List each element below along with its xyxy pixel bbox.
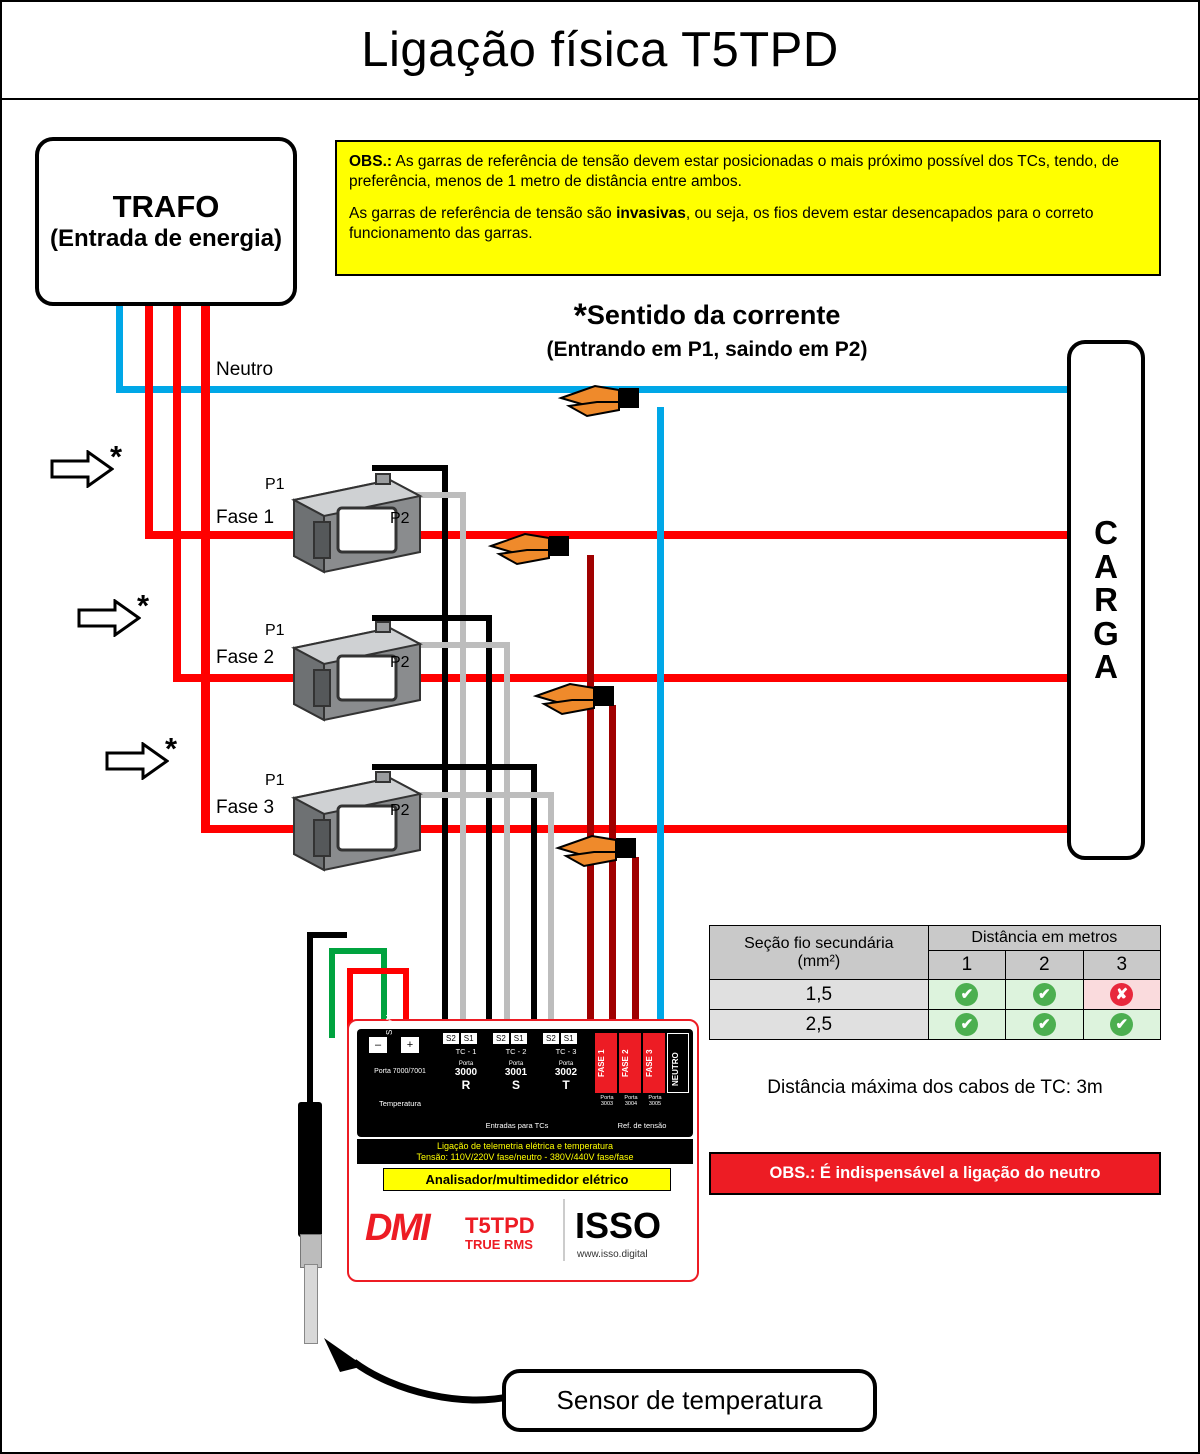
device-description-line1: Ligação de telemetria elétrica e temperatura bbox=[436, 1141, 614, 1151]
obs-label: OBS.: bbox=[349, 153, 393, 170]
cable-section-table bbox=[709, 925, 1161, 1040]
device-model: T5TPD bbox=[465, 1213, 535, 1238]
obs-note-p2 bbox=[349, 204, 1147, 245]
vp2-num: 3004 bbox=[624, 1101, 638, 1107]
ct2-p2-label: P2 bbox=[390, 654, 410, 671]
isso-logo: ISSO bbox=[575, 1205, 662, 1246]
temp-cable-green bbox=[329, 948, 335, 1038]
tc2-name: TC - 2 bbox=[505, 1047, 527, 1056]
device-description-bar bbox=[357, 1139, 693, 1164]
carga-letter-2: R bbox=[1094, 581, 1118, 619]
tc3-name: TC - 3 bbox=[555, 1047, 577, 1056]
voltage-port-fase3-label: FASE 3 bbox=[645, 1049, 654, 1077]
table-cell-1-1 bbox=[928, 980, 1005, 1010]
voltage-clamp-neutral bbox=[557, 372, 667, 420]
temp-port-caption: Temperatura bbox=[378, 1099, 422, 1108]
table-dist-2: 2 bbox=[1006, 951, 1083, 980]
direction-arrow-phase1 bbox=[50, 450, 114, 488]
temp-cable-red-top bbox=[347, 968, 409, 974]
current-direction-line1 bbox=[472, 297, 942, 336]
isso-url: www.isso.digital bbox=[577, 1249, 648, 1260]
device-branding bbox=[359, 1197, 691, 1269]
neutral-wire-vertical bbox=[116, 306, 123, 390]
obs-note-p1 bbox=[349, 152, 1147, 193]
voltage-port-fase2 bbox=[619, 1033, 641, 1093]
vp2-porta: Porta bbox=[624, 1095, 638, 1101]
check-icon: ✔ bbox=[1033, 983, 1056, 1006]
temp-sensor-collar bbox=[300, 1234, 322, 1268]
temp-cable-green-top bbox=[329, 948, 385, 954]
check-icon: ✔ bbox=[1110, 1013, 1133, 1036]
page-title: Ligação física T5TPD bbox=[361, 23, 839, 77]
carga-letter-3: G bbox=[1093, 614, 1119, 652]
ct3-black-cable bbox=[531, 764, 537, 1027]
neutral-warning-banner: OBS.: É indispensável a ligação do neutro bbox=[709, 1152, 1161, 1195]
device-tc-port-3 bbox=[543, 1033, 589, 1092]
tc3-s2: S2 bbox=[543, 1033, 559, 1044]
tc3-s1: S1 bbox=[561, 1033, 577, 1044]
tc2-num: 3001 bbox=[504, 1067, 528, 1078]
device-model-sub: TRUE RMS bbox=[465, 1237, 533, 1252]
phase1-ref-lead bbox=[587, 555, 594, 1027]
table-header-section bbox=[710, 926, 929, 980]
ct1-p2-label: P2 bbox=[390, 510, 410, 527]
voltage-ports-numbers bbox=[595, 1095, 689, 1107]
device-tc-port-1 bbox=[443, 1033, 489, 1092]
cross-icon: ✘ bbox=[1110, 983, 1133, 1006]
device-voltage-caption: Ref. de tensão bbox=[617, 1121, 667, 1130]
table-row bbox=[710, 1010, 1161, 1040]
voltage-port-fase1-label: FASE 1 bbox=[597, 1049, 606, 1077]
obs-note-p2-b: , ou seja, os fios devem estar desencapados para o correto funcionamento das garras. bbox=[349, 204, 1094, 243]
tc1-s2: S2 bbox=[443, 1033, 459, 1044]
temp-cable-sheath bbox=[298, 1102, 322, 1237]
temp-port-minus: – bbox=[369, 1037, 387, 1053]
page-title-bar bbox=[2, 2, 1198, 100]
table-row bbox=[710, 980, 1161, 1010]
device-category-bar: Analisador/multimedidor elétrico bbox=[383, 1168, 671, 1191]
direction-star-phase2: * bbox=[137, 588, 150, 623]
device-tc-port-2 bbox=[493, 1033, 539, 1092]
trafo-subtitle: (Entrada de energia) bbox=[49, 224, 283, 252]
device-description-line2: Tensão: 110V/220V fase/neutro - 380V/440V fase/fase bbox=[416, 1152, 634, 1163]
tc3-num: 3002 bbox=[554, 1067, 578, 1078]
check-icon: ✔ bbox=[1033, 1013, 1056, 1036]
current-transformer-2 bbox=[280, 618, 430, 728]
tc1-porta: Porta bbox=[458, 1061, 474, 1067]
table-cell-1-2 bbox=[1006, 980, 1083, 1010]
device-tc-caption: Entradas para TCs bbox=[485, 1121, 549, 1130]
check-icon: ✔ bbox=[955, 983, 978, 1006]
brand-divider bbox=[563, 1199, 565, 1261]
voltage-port-3-num bbox=[643, 1095, 667, 1107]
voltage-port-4-num bbox=[667, 1095, 689, 1107]
direction-star-phase3: * bbox=[165, 731, 178, 766]
voltage-port-1-num bbox=[595, 1095, 619, 1107]
ct3-p2-label: P2 bbox=[390, 802, 410, 819]
vp3-num: 3005 bbox=[648, 1101, 662, 1107]
tc1-phase: R bbox=[461, 1078, 471, 1092]
direction-arrow-phase2 bbox=[77, 599, 141, 637]
current-direction-star: * bbox=[573, 297, 587, 335]
temp-port-signal-label: SINAL bbox=[385, 1011, 394, 1035]
label-fase3: Fase 3 bbox=[216, 797, 275, 818]
temp-cable-black-top bbox=[307, 932, 347, 938]
voltage-port-2-num bbox=[619, 1095, 643, 1107]
obs-note bbox=[335, 140, 1161, 276]
table-cell-2-1 bbox=[928, 1010, 1005, 1040]
current-direction-line2: (Entrando em P1, saindo em P2) bbox=[546, 338, 868, 361]
trafo-box bbox=[35, 137, 297, 306]
table-header-row bbox=[710, 926, 1161, 951]
tc1-name: TC - 1 bbox=[455, 1047, 477, 1056]
voltage-clamp-phase3 bbox=[554, 822, 664, 870]
table-header-distance: Distância em metros bbox=[928, 926, 1160, 951]
table-dist-1: 1 bbox=[928, 951, 1005, 980]
voltage-port-fase3 bbox=[643, 1033, 665, 1093]
table-row-label-2: 2,5 bbox=[710, 1010, 929, 1040]
tc2-phase: S bbox=[511, 1078, 520, 1092]
ct3-p1-label: P1 bbox=[265, 772, 285, 789]
ct1-p1-label: P1 bbox=[265, 476, 285, 493]
phase1-wire-vertical bbox=[145, 306, 153, 538]
tc2-s1: S1 bbox=[511, 1033, 527, 1044]
current-transformer-3 bbox=[280, 768, 430, 878]
table-note: Distância máxima dos cabos de TC: 3m bbox=[767, 1077, 1103, 1098]
device-temp-port bbox=[361, 1011, 439, 1133]
table-cell-2-3 bbox=[1083, 1010, 1160, 1040]
carga-letter-4: A bbox=[1094, 648, 1118, 686]
vp3-porta: Porta bbox=[648, 1095, 662, 1101]
label-neutro: Neutro bbox=[216, 359, 274, 380]
ct1-black-cable bbox=[442, 465, 448, 1027]
tc3-phase: T bbox=[562, 1078, 570, 1092]
voltage-port-neutro bbox=[667, 1033, 689, 1093]
voltage-clamp-phase1 bbox=[487, 520, 597, 568]
temp-port-porta: Porta 7000/7001 bbox=[374, 1068, 426, 1075]
table-header-section-line2: (mm²) bbox=[797, 952, 841, 970]
tc2-porta: Porta bbox=[508, 1061, 524, 1067]
phase3-ref-lead bbox=[632, 857, 639, 1027]
device-panel bbox=[347, 1011, 699, 1282]
ct2-gray-cable bbox=[504, 642, 510, 1027]
phase2-wire-vertical bbox=[173, 306, 181, 681]
trafo-title: TRAFO bbox=[112, 189, 220, 225]
neutral-ref-lead bbox=[657, 407, 664, 1027]
carga-letter-0: C bbox=[1094, 513, 1118, 551]
voltage-port-neutro-label: NEUTRO bbox=[671, 1052, 680, 1086]
table-header-section-line1: Seção fio secundária bbox=[744, 934, 894, 952]
table-row-label-1: 1,5 bbox=[710, 980, 929, 1010]
current-direction-text: Sentido da corrente bbox=[586, 300, 841, 330]
ct2-black-cable bbox=[486, 615, 492, 1027]
label-fase2: Fase 2 bbox=[216, 647, 275, 668]
voltage-clamp-phase2 bbox=[532, 670, 642, 718]
sensor-label: Sensor de temperatura bbox=[556, 1385, 823, 1415]
check-icon: ✔ bbox=[955, 1013, 978, 1036]
tc1-num: 3000 bbox=[454, 1067, 478, 1078]
tc2-s2: S2 bbox=[493, 1033, 509, 1044]
direction-arrow-phase3 bbox=[105, 742, 169, 780]
carga-letter-1: A bbox=[1094, 547, 1118, 585]
ct1-gray-cable bbox=[460, 492, 466, 1027]
vp1-porta: Porta bbox=[600, 1095, 614, 1101]
obs-note-p1-text: As garras de referência de tensão devem estar posicionadas o mais próximo possível dos TCs, tendo, de preferência, menos de 1 metro de distância entre ambos. bbox=[349, 153, 1119, 191]
carga-box bbox=[1067, 340, 1145, 860]
vp1-num: 3003 bbox=[600, 1101, 614, 1107]
obs-note-p2-bold: invasivas bbox=[616, 204, 686, 222]
phase3-wire-vertical bbox=[201, 306, 210, 832]
label-fase1: Fase 1 bbox=[216, 507, 275, 528]
device-voltage-ports bbox=[595, 1033, 689, 1133]
voltage-port-fase2-label: FASE 2 bbox=[621, 1049, 630, 1077]
voltage-port-fase1 bbox=[595, 1033, 617, 1093]
ct2-p1-label: P1 bbox=[265, 622, 285, 639]
dmi-logo: DMI bbox=[365, 1207, 429, 1249]
tc3-porta: Porta bbox=[558, 1061, 574, 1067]
sensor-pointer-arrow bbox=[314, 1322, 514, 1412]
table-cell-1-3 bbox=[1083, 980, 1160, 1010]
sensor-label-box bbox=[502, 1369, 877, 1432]
current-direction-caption bbox=[472, 297, 942, 362]
table-cell-2-2 bbox=[1006, 1010, 1083, 1040]
tc1-s1: S1 bbox=[461, 1033, 477, 1044]
table-dist-3: 3 bbox=[1083, 951, 1160, 980]
device-terminal-strip bbox=[357, 1011, 693, 1137]
direction-star-phase1: * bbox=[110, 439, 123, 474]
temp-port-plus: + bbox=[401, 1037, 419, 1053]
obs-note-p2-a: As garras de referência de tensão são bbox=[349, 204, 617, 222]
device-tc-ports bbox=[443, 1033, 591, 1133]
